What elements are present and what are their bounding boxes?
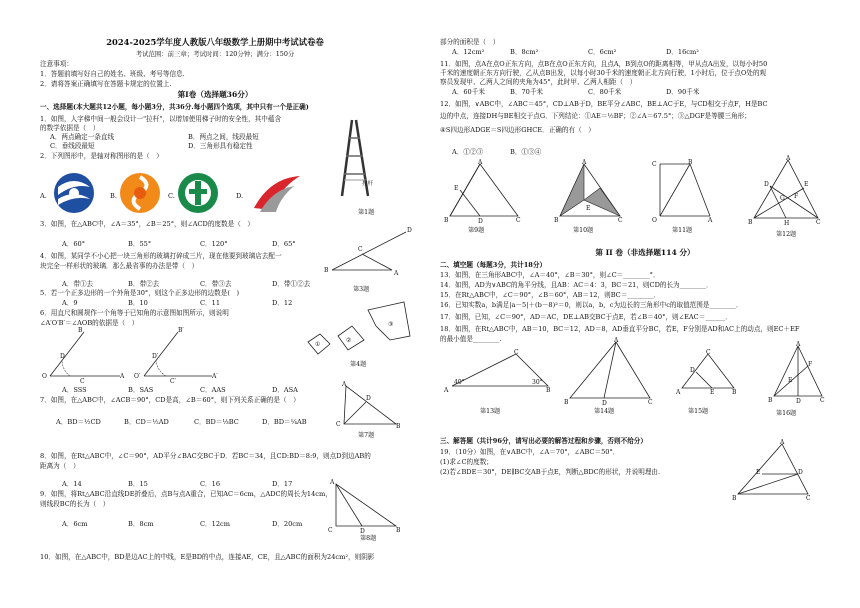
q12-option-b: B．①③④ [510,148,542,156]
fill-q18-line2: 的最小值是________. [440,335,502,343]
q11-line2: 千米的速度朝正东方向行驶，乙从点B出发，以每小时30千米的速度朝正北方向行驶，1小时后，位于点O处的观 [440,69,767,77]
q7-option-c: C．BD＝⅓BC [194,418,239,426]
q8-option-a: A．14 [62,480,82,488]
q4-option-d: D．带①②去 [272,280,311,288]
svg-text:F: F [808,361,813,368]
fig15-caption: 第15题 [688,408,709,415]
q8-option-b: B．15 [128,480,148,488]
svg-text:D: D [360,528,365,535]
q10-stem: 10．如图，在△ABC中，BD是边AC上的中线，E是BD的中点，连接AE，CE，且△ABC的面积为24cm²，则阴影 [40,553,375,561]
fig7-figure [334,380,404,432]
q7-option-d: D．BD＝¼AB [262,418,307,426]
part3-section: 三、解答题（共计96分，请写出必要的解答过程和步骤，否则不给分） [440,437,647,445]
exam-info: 考试范围：前三章；考试时间：120分钟；满分：150分 [135,50,295,58]
q11-line3: 察员发现甲、乙两人之间的夹角为45°，此时甲、乙两人相距（ ） [440,78,637,86]
svg-text:B′: B′ [178,327,184,334]
svg-text:B: B [78,327,83,334]
fig7-caption: 第7题 [358,432,375,439]
right-column [430,0,860,608]
q2-option-d: D. [236,192,244,200]
q1-option-a: A．两点确定一条直线 [50,133,115,141]
q10-option-d: D．16cm² [666,48,699,56]
svg-text:D: D [796,398,801,405]
notice-1: 1．答题前填写好自己的姓名、班级、考号等信息. [40,70,185,78]
svg-text:①: ① [315,341,321,348]
q6-stem: 6．用直尺和圆规作一个角等于已知角的示意图如图所示，则说明 [40,309,229,317]
fig8-figure [326,478,406,534]
q4-stem: 4．如图，某同学不小心把一块三角形的玻璃打碎成三片，现在他要到玻璃店去配一 [40,252,282,260]
fig4-figure [304,296,414,358]
svg-text:B: B [444,217,449,224]
q6-option-c: C．AAS [200,386,226,394]
svg-text:C: C [820,397,825,404]
q1-option-d: D．三角形具有稳定性 [188,142,253,150]
q19-line3: (2)若∠BDE＝30°，DE∥BC交AB于点E，判断△BDC的形状，并说明理由. [440,468,661,476]
q4-stem2: 块完全一样形状的玻璃．那么最省事的办法是带（ ） [40,262,199,270]
q2-option-c: C. [168,192,175,200]
svg-text:C: C [648,399,653,406]
svg-text:D: D [602,400,607,407]
fig1-caption: 第1题 [358,209,375,216]
svg-text:③: ③ [388,321,394,328]
svg-text:D: D [690,367,695,374]
fig14-caption: 第14题 [594,408,615,415]
svg-text:C: C [706,349,711,356]
q11-option-c: C．80千米 [588,88,622,96]
q4-option-a: A．带①去 [62,280,94,288]
q11-option-a: A．60千米 [452,88,485,96]
svg-text:B: B [768,397,773,404]
fill-q17: 17．如图，已知，∠C＝90°，AD＝AC，DE⊥AB交BC于点E，若∠B＝40°，则∠EAC＝______． [440,313,732,321]
q5-stem: 5．若一个正多边形的一个外角是30°，则这个正多边形的边数是( ) [40,289,240,297]
svg-text:D: D [366,395,371,402]
svg-text:B: B [688,159,693,166]
q1-option-b: B．两点之间，线段最短 [188,133,259,141]
svg-text:A: A [676,389,681,396]
fill-q14: 14．如图，AD为∨ABC的角平分线，且AB：AC＝4：3，BC＝21，则CD的长为________． [440,281,713,289]
q9-option-a: A．6cm [62,520,88,528]
fill-q13: 13．如图，在三角形ABC中，∠A＝40°，∠B＝30°，则∠C＝________°． [440,271,660,279]
fig11-figure [652,160,718,224]
fig4-caption: 第4题 [350,361,367,368]
fig12-caption: 第12题 [776,231,797,238]
q3-stem: 3．如图，在△ABC中，∠A＝35°，∠B＝25°，则∠ACD的度数是（ ） [40,220,254,228]
svg-text:A: A [708,217,713,224]
svg-text:C′: C′ [170,378,176,385]
svg-text:B: B [554,217,559,224]
q9-option-d: D．20cm [272,520,303,528]
q10-option-b: B．8cm² [510,48,539,56]
notice-title: 注意事项： [40,60,73,68]
fig19-figure [732,440,814,502]
svg-text:B: B [564,399,569,406]
q5-option-c: C．11 [200,299,221,307]
fig6-figure [40,326,260,384]
svg-text:D: D [60,353,65,360]
logo-b-figure [117,171,163,215]
svg-text:C: C [514,349,519,356]
svg-text:A: A [614,337,619,344]
q8-stem: 8．如图，在Rt△ABC中，∠C＝90°，AD平分∠BAC交BC于D．若BC＝34，且CD:BD＝8:9，则点D到边AB的 [40,452,371,460]
fig15-figure [676,350,740,396]
fill-q18-line1: 18．如图，在Rt△ABC中，AB＝10，BC＝12，AD＝8，AD垂直平分BC，若E，F分别是AD和AC上的动点，则EC＋EF [440,325,800,333]
svg-text:A: A [786,155,791,162]
q2-stem: 2．下列图形中，是轴对称图形的是（ ） [40,152,163,160]
q3-option-d: D．65° [272,240,296,248]
q6-option-a: A．SSS [62,386,87,394]
svg-text:O: O [42,373,47,380]
fig10-figure [554,160,626,224]
svg-text:A: A [780,439,785,446]
q11-line1: 11．如图，点A在点O正东方向，点B在点O正东方向，且点A，B到点O的距离相等，甲从点A出发，以每小时50 [440,60,768,68]
svg-text:C: C [358,246,363,253]
svg-text:F: F [794,193,799,200]
fig12-figure [748,156,824,226]
svg-text:H: H [784,220,790,227]
fig9-caption: 第9题 [468,227,485,234]
svg-text:A: A [120,373,125,380]
q9-stem2: 则线段BC的长为（ ） [40,500,110,508]
fig11-caption: 第11题 [672,227,693,234]
svg-text:A: A [330,479,335,486]
svg-text:B: B [546,387,551,394]
svg-text:E: E [756,469,761,476]
q10-stem2: 部分的面积是（ ） [440,38,500,46]
q19-line1: 19．（10分）如图，在∨ABC中，∠A＝70°，∠ABC＝50°． [440,448,620,456]
svg-text:O′: O′ [134,373,141,380]
q8-stem2: 距离为（ ） [40,462,80,470]
svg-text:E: E [804,181,809,188]
q11-option-d: D．90千米 [666,88,700,96]
fig8-caption: 第8题 [360,535,377,542]
q2-option-b: B. [110,192,117,200]
svg-text:D: D [407,227,412,234]
svg-text:C: C [806,495,811,502]
svg-text:A: A [478,159,483,166]
svg-text:C: C [516,217,521,224]
svg-text:30°: 30° [532,379,543,386]
svg-text:B: B [732,389,737,396]
q9-option-b: B．8cm [128,520,154,528]
svg-text:B: B [324,267,329,274]
q7-option-b: B．CD＝½AD [124,418,169,426]
ladder-figure [338,118,378,208]
svg-text:C: C [816,219,821,226]
svg-text:D: D [798,469,803,476]
svg-text:40°: 40° [454,379,465,386]
q6-option-d: D．ASA [272,386,298,394]
svg-text:B: B [396,527,401,534]
q1-option-c: C．垂线段最短 [50,142,95,150]
fig16-caption: 第16题 [776,410,797,417]
svg-text:②: ② [346,337,352,344]
svg-text:E: E [710,389,715,396]
q8-option-d: D．17 [272,480,293,488]
svg-text:O: O [652,217,657,224]
svg-text:E: E [788,377,793,384]
q6-stem2: ∠A′O′B′＝∠AOB的依据是（ ） [40,319,139,327]
fig9-figure [444,160,524,224]
q19-line2: (1)求∠C的度数； [440,458,493,466]
q5-option-b: B．10 [128,299,148,307]
q12-option-a: A．①②③ [452,148,484,156]
part2-section: 二、填空题（每题3分，共计18分） [440,261,547,269]
q12-line1: 12．如图，∨ABC中，∠ABC＝45°，CD⊥AB于D，BE平分∠ABC，BE⊥AC于E，与CD相交于点F，H是BC [440,100,768,108]
q12-line3: ④S四边形ADGE＝S四边形GHCE．正确的有（ ） [440,126,595,134]
q3-option-c: C．120° [200,240,228,248]
q5-option-d: D．12 [272,299,293,307]
q7-option-a: A．BD＝½CD [56,418,101,426]
q10-option-c: C．6cm² [588,48,617,56]
svg-text:E: E [454,185,459,192]
svg-text:C: C [328,527,333,534]
exam-title: 2024-2025学年度人教版八年级数学上册期中考试试卷卷 [106,37,324,47]
fig13-figure [444,348,556,394]
svg-text:D′: D′ [152,353,159,360]
svg-text:C: C [336,421,341,428]
svg-text:A: A [342,381,347,388]
q9-stem: 9．如图，将Rt△ABC沿直线DE折叠后，点B与点A重合，已知AC＝6cm，△ADC的周长为14cm， [40,490,332,498]
svg-text:A: A [582,159,587,166]
fill-q15: 15．在Rt△ABC中，∠C＝90°，∠B＝60°，AB＝12，则BC＝________． [440,291,661,299]
logo-c-figure [175,171,221,215]
fig16-figure [768,342,828,404]
svg-text:G: G [780,195,785,202]
q5-option-a: A．9 [62,299,78,307]
fig14-figure [564,336,656,406]
svg-text:A: A [796,341,801,348]
q9-option-c: C．12cm [200,520,230,528]
q4-option-c: C．带③去 [200,280,232,288]
fig13-caption: 第13题 [480,408,501,415]
q10-option-a: A．12cm² [452,48,485,56]
q12-line2: 边的中点，连接DH与BE相交于点G．下列结论：①AE＝½BF；②∠A＝67.5°；③△DGF是等腰三角形； [440,112,751,120]
ladder-label: 拉杆 [362,181,374,187]
q4-option-b: B．带②去 [128,280,160,288]
svg-text:B: B [732,495,737,502]
notice-2: 2．请将答案正确填写在答题卡规定的位置上. [40,80,172,88]
logo-d-figure [250,172,304,214]
svg-text:C: C [80,378,85,385]
svg-text:A′: A′ [212,373,218,380]
fig10-caption: 第10题 [573,227,594,234]
svg-text:A: A [394,270,399,277]
svg-text:B: B [748,219,753,226]
svg-text:D: D [764,181,769,188]
fill-q16: 16．已知实数a，b满足|a－5|＋(b－8)²＝0，则以a，b，c为边长的三角形中c的取值范围是________． [440,301,743,309]
svg-text:B: B [396,423,401,430]
q3-option-a: A．60° [62,240,86,248]
svg-text:C: C [618,217,623,224]
part1-section: 一、选择题(本大题共12小题，每小题3分，共36分.每小题四个选项，其中只有一个是正确) [40,103,309,111]
svg-text:C: C [652,161,657,168]
fig3-figure [322,226,412,278]
part2-title: 第 II 卷（非选择题114 分） [595,248,695,257]
q6-option-b: B．SAS [128,386,154,394]
q7-stem: 7．如图，在△ABC中，∠ACB＝90°，CD是高，∠B＝60°，则下列关系正确的是（ ） [40,396,300,404]
part1-title: 第Ⅰ卷（选择题36分） [177,90,253,99]
q1-stem: 1．如图，人字梯中间一般会设计一"拉杆"，以增加使用梯子时的安全性，其中蕴含 [40,115,282,123]
logo-a-figure [50,171,98,215]
fig3-caption: 第3题 [353,286,370,293]
q1-stem2: 的数学依据是（ ） [40,124,100,132]
svg-text:D: D [478,218,483,225]
q8-option-c: C．16 [200,480,221,488]
q11-option-b: B．70千米 [510,88,544,96]
q2-option-a: A. [40,192,47,200]
svg-text:A: A [444,387,449,394]
svg-text:E: E [586,205,591,212]
q3-option-b: B．55° [128,240,152,248]
